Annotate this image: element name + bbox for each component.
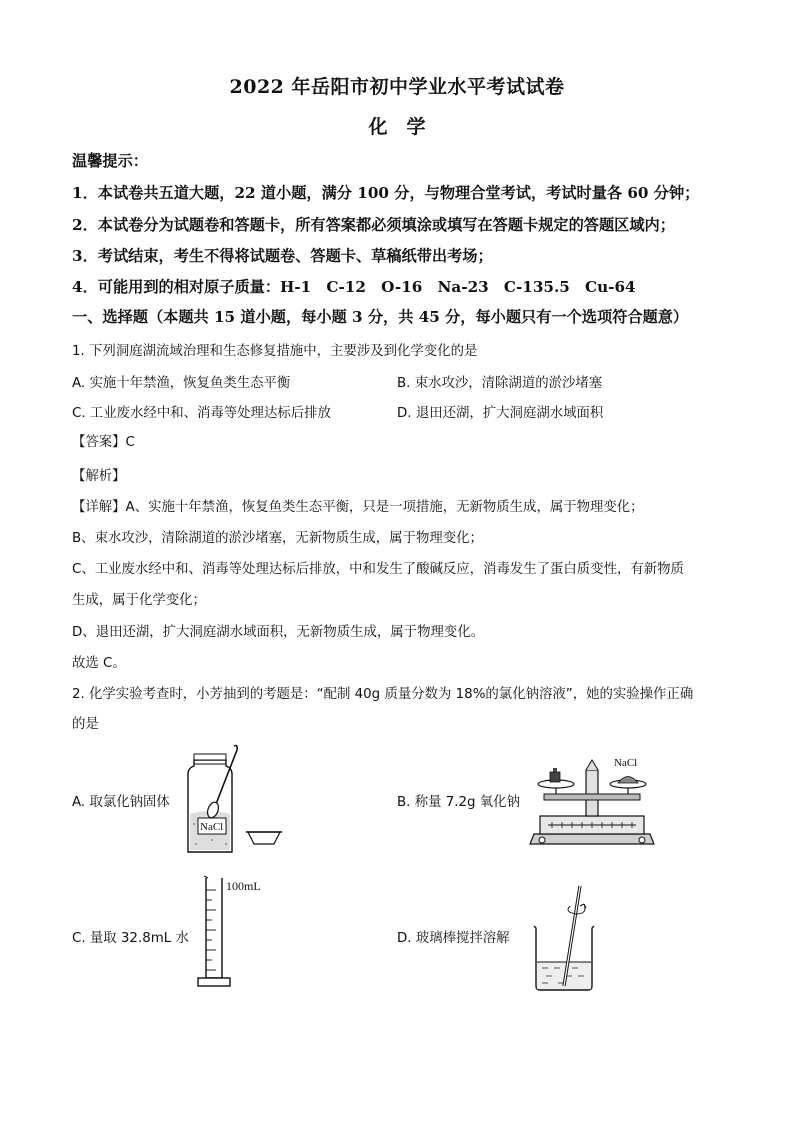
q2-option-a: A. 取氯化钠固体 (72, 795, 170, 810)
q1-detail-line: D、退田还湖，扩大洞庭湖水域面积，无新物质生成，属于物理变化。 (72, 625, 485, 640)
q1-detail-line: 【详解】A、实施十年禁渔，恢复鱼类生态平衡，只是一项措施，无新物质生成，属于物理变化； (72, 500, 644, 515)
cylinder-label-text: 100mL (226, 879, 261, 893)
tip-item-4: 4．可能用到的相对原子质量：H-1 C-12 O-16 Na-23 C-135.5 Cu-64 (72, 278, 636, 296)
bottle-label-text: NaCl (200, 821, 224, 833)
q2-stem-line-1: 2. 化学实验考查时，小芳抽到的考题是：“配制 40g 质量分数为 18%的氯化钠溶液”，她的实验操作正确 (72, 687, 694, 702)
q2-option-c: C. 量取 32.8mL 水 (72, 931, 189, 946)
q1-conclusion: 故选 C。 (72, 656, 126, 671)
q1-answer: 【答案】C (72, 435, 135, 450)
reagent-bottle-figure (180, 744, 285, 856)
balance-figure (528, 756, 656, 852)
tip-item-1: 1．本试卷共五道大题，22 道小题，满分 100 分，与物理合堂考试，考试时量各 60 分钟； (72, 184, 700, 202)
q1-analysis-tag: 【解析】 (72, 469, 126, 484)
q1-option-b: B. 束水攻沙，清除湖道的淤沙堵塞 (397, 376, 603, 391)
exam-title: 2022 年岳阳市初中学业水平考试试卷 (229, 76, 565, 98)
q1-option-a: A. 实施十年禁渔，恢复鱼类生态平衡 (72, 376, 291, 391)
q2-stem-line-2: 的是 (72, 717, 99, 732)
q1-stem: 1. 下列洞庭湖流域治理和生态修复措施中，主要涉及到化学变化的是 (72, 344, 478, 359)
q2-option-b: B. 称量 7.2g 氧化钠 (397, 795, 520, 810)
exam-subject: 化 学 (368, 116, 426, 138)
balance-label-text: NaCl (614, 757, 638, 769)
q1-detail-line: C、工业废水经中和、消毒等处理达标后排放，中和发生了酸碱反应，消毒发生了蛋白质变性，有新物质 (72, 562, 684, 577)
tip-item-3: 3．考试结束，考生不得将试题卷、答题卡、草稿纸带出考场； (72, 247, 493, 265)
q1-detail-line: 生成，属于化学变化； (72, 593, 206, 608)
tip-item-2: 2．本试卷分为试题卷和答题卡，所有答案都必须填涂或填写在答题卡规定的答题区域内； (72, 216, 675, 234)
q1-option-d: D. 退田还湖，扩大洞庭湖水域面积 (397, 406, 604, 421)
q1-option-c: C. 工业废水经中和、消毒等处理达标后排放 (72, 406, 331, 421)
tips-heading: 温馨提示： (72, 152, 148, 170)
beaker-stirring-figure (528, 882, 608, 994)
q2-option-d: D. 玻璃棒搅拌溶解 (397, 931, 510, 946)
graduated-cylinder-figure (196, 870, 276, 992)
section-1-heading: 一、选择题（本题共 15 道小题，每小题 3 分，共 45 分，每小题只有一个选项符合题意） (72, 308, 689, 326)
q1-detail-line: B、束水攻沙，清除湖道的淤沙堵塞，无新物质生成，属于物理变化； (72, 531, 483, 546)
